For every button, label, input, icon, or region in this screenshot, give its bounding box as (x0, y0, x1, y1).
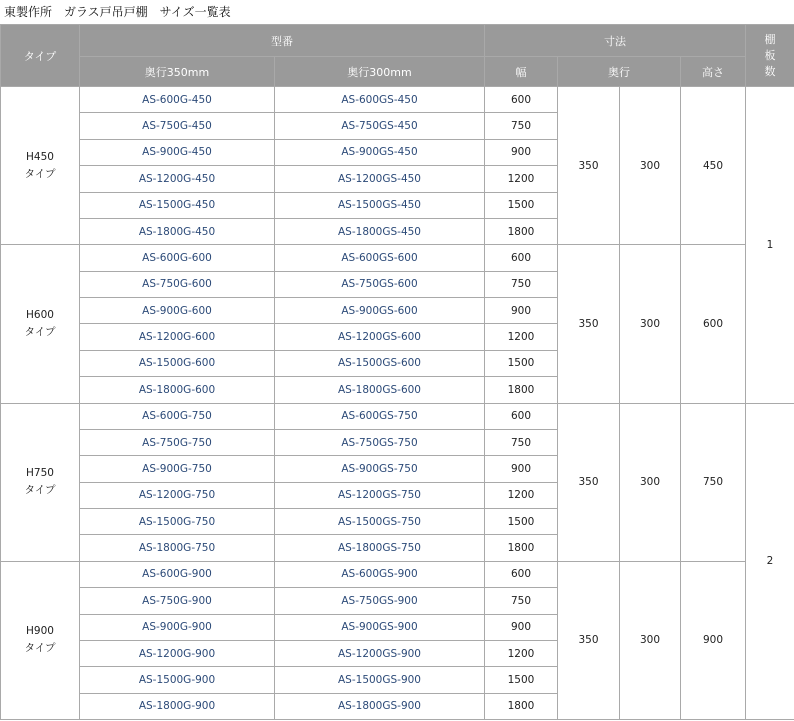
model-300-cell: AS-750GS-450 (275, 113, 485, 139)
table-row (1, 87, 794, 113)
model-350-cell: AS-1500G-750 (80, 509, 275, 535)
width-cell: 1800 (485, 535, 558, 561)
type-name: H900 (26, 625, 54, 638)
header-depth-300: 奥行300mm (275, 57, 485, 87)
size-table (0, 24, 794, 720)
model-350-cell: AS-750G-750 (80, 429, 275, 455)
model-350-cell: AS-900G-450 (80, 139, 275, 165)
model-350-cell: AS-1200G-450 (80, 166, 275, 192)
header-height: 高さ (681, 57, 746, 87)
model-350-cell: AS-1500G-450 (80, 192, 275, 218)
type-cell (1, 87, 80, 245)
model-300-cell: AS-1500GS-600 (275, 350, 485, 376)
model-300-cell: AS-900GS-600 (275, 298, 485, 324)
model-300-cell: AS-1800GS-450 (275, 218, 485, 244)
model-300-cell: AS-1200GS-750 (275, 482, 485, 508)
model-350-cell: AS-1200G-900 (80, 640, 275, 666)
model-350-cell: AS-900G-900 (80, 614, 275, 640)
width-cell: 1500 (485, 350, 558, 376)
width-cell: 750 (485, 113, 558, 139)
header-shelf-count-line1: 棚 (764, 32, 776, 46)
model-350-cell: AS-600G-750 (80, 403, 275, 429)
depth-350-cell: 350 (558, 403, 620, 561)
width-cell: 600 (485, 245, 558, 271)
height-cell: 450 (681, 87, 746, 245)
height-cell: 900 (681, 561, 746, 719)
width-cell: 1200 (485, 166, 558, 192)
width-cell: 750 (485, 271, 558, 297)
model-350-cell: AS-750G-450 (80, 113, 275, 139)
width-cell: 900 (485, 614, 558, 640)
type-suffix: タイプ (24, 484, 56, 497)
height-cell: 600 (681, 245, 746, 403)
model-300-cell: AS-1200GS-600 (275, 324, 485, 350)
width-cell: 900 (485, 298, 558, 324)
type-name: H750 (26, 467, 54, 480)
height-cell: 750 (681, 403, 746, 561)
width-cell: 1800 (485, 218, 558, 244)
model-350-cell: AS-1200G-750 (80, 482, 275, 508)
model-300-cell: AS-600GS-450 (275, 87, 485, 113)
header-width: 幅 (485, 57, 558, 87)
model-350-cell: AS-900G-750 (80, 456, 275, 482)
width-cell: 900 (485, 456, 558, 482)
model-300-cell: AS-900GS-750 (275, 456, 485, 482)
width-cell: 600 (485, 87, 558, 113)
model-300-cell: AS-1800GS-900 (275, 693, 485, 719)
depth-300-cell: 300 (620, 403, 681, 561)
table-row (1, 561, 794, 587)
width-cell: 900 (485, 139, 558, 165)
header-model: 型番 (80, 25, 485, 57)
model-350-cell: AS-1500G-900 (80, 667, 275, 693)
table-row (1, 245, 794, 271)
depth-300-cell: 300 (620, 245, 681, 403)
model-300-cell: AS-600GS-600 (275, 245, 485, 271)
model-350-cell: AS-600G-450 (80, 87, 275, 113)
width-cell: 750 (485, 588, 558, 614)
table-body (1, 87, 794, 720)
depth-350-cell: 350 (558, 245, 620, 403)
depth-300-cell: 300 (620, 87, 681, 245)
type-suffix: タイプ (24, 642, 56, 655)
model-350-cell: AS-750G-600 (80, 271, 275, 297)
width-cell: 750 (485, 429, 558, 455)
depth-300-cell: 300 (620, 561, 681, 719)
model-350-cell: AS-600G-900 (80, 561, 275, 587)
type-cell (1, 561, 80, 719)
model-300-cell: AS-1200GS-900 (275, 640, 485, 666)
header-shelf-count (746, 25, 794, 87)
model-300-cell: AS-750GS-600 (275, 271, 485, 297)
model-300-cell: AS-600GS-900 (275, 561, 485, 587)
type-cell (1, 245, 80, 403)
model-350-cell: AS-1800G-900 (80, 693, 275, 719)
header-type: タイプ (1, 25, 80, 87)
width-cell: 600 (485, 561, 558, 587)
width-cell: 1200 (485, 640, 558, 666)
type-suffix: タイプ (24, 325, 56, 338)
shelf-count-cell: 2 (746, 403, 794, 720)
model-300-cell: AS-1500GS-450 (275, 192, 485, 218)
model-300-cell: AS-900GS-900 (275, 614, 485, 640)
depth-350-cell: 350 (558, 87, 620, 245)
model-350-cell: AS-1500G-600 (80, 350, 275, 376)
model-300-cell: AS-750GS-900 (275, 588, 485, 614)
header-depth-350: 奥行350mm (80, 57, 275, 87)
model-350-cell: AS-1200G-600 (80, 324, 275, 350)
model-300-cell: AS-1800GS-750 (275, 535, 485, 561)
width-cell: 1200 (485, 482, 558, 508)
shelf-count-cell: 1 (746, 87, 794, 404)
model-300-cell: AS-1500GS-750 (275, 509, 485, 535)
table-row (1, 403, 794, 429)
model-300-cell: AS-750GS-750 (275, 429, 485, 455)
model-300-cell: AS-900GS-450 (275, 139, 485, 165)
model-300-cell: AS-1800GS-600 (275, 377, 485, 403)
model-350-cell: AS-1800G-600 (80, 377, 275, 403)
depth-350-cell: 350 (558, 561, 620, 719)
width-cell: 1800 (485, 377, 558, 403)
model-350-cell: AS-600G-600 (80, 245, 275, 271)
page-title: 東製作所 ガラス戸吊戸棚 サイズ一覧表 (4, 5, 231, 19)
model-350-cell: AS-750G-900 (80, 588, 275, 614)
model-300-cell: AS-1200GS-450 (275, 166, 485, 192)
width-cell: 1500 (485, 667, 558, 693)
header-shelf-count-line3: 数 (764, 64, 776, 78)
model-300-cell: AS-1500GS-900 (275, 667, 485, 693)
header-shelf-count-line2: 板 (764, 48, 776, 62)
type-name: H450 (26, 150, 54, 163)
width-cell: 1200 (485, 324, 558, 350)
model-350-cell: AS-900G-600 (80, 298, 275, 324)
model-350-cell: AS-1800G-750 (80, 535, 275, 561)
type-cell (1, 403, 80, 561)
model-350-cell: AS-1800G-450 (80, 218, 275, 244)
type-name: H600 (26, 308, 54, 321)
width-cell: 1500 (485, 192, 558, 218)
header-depth: 奥行 (558, 57, 681, 87)
type-suffix: タイプ (24, 167, 56, 180)
width-cell: 600 (485, 403, 558, 429)
header-dimensions: 寸法 (485, 25, 746, 57)
model-300-cell: AS-600GS-750 (275, 403, 485, 429)
width-cell: 1500 (485, 509, 558, 535)
width-cell: 1800 (485, 693, 558, 719)
